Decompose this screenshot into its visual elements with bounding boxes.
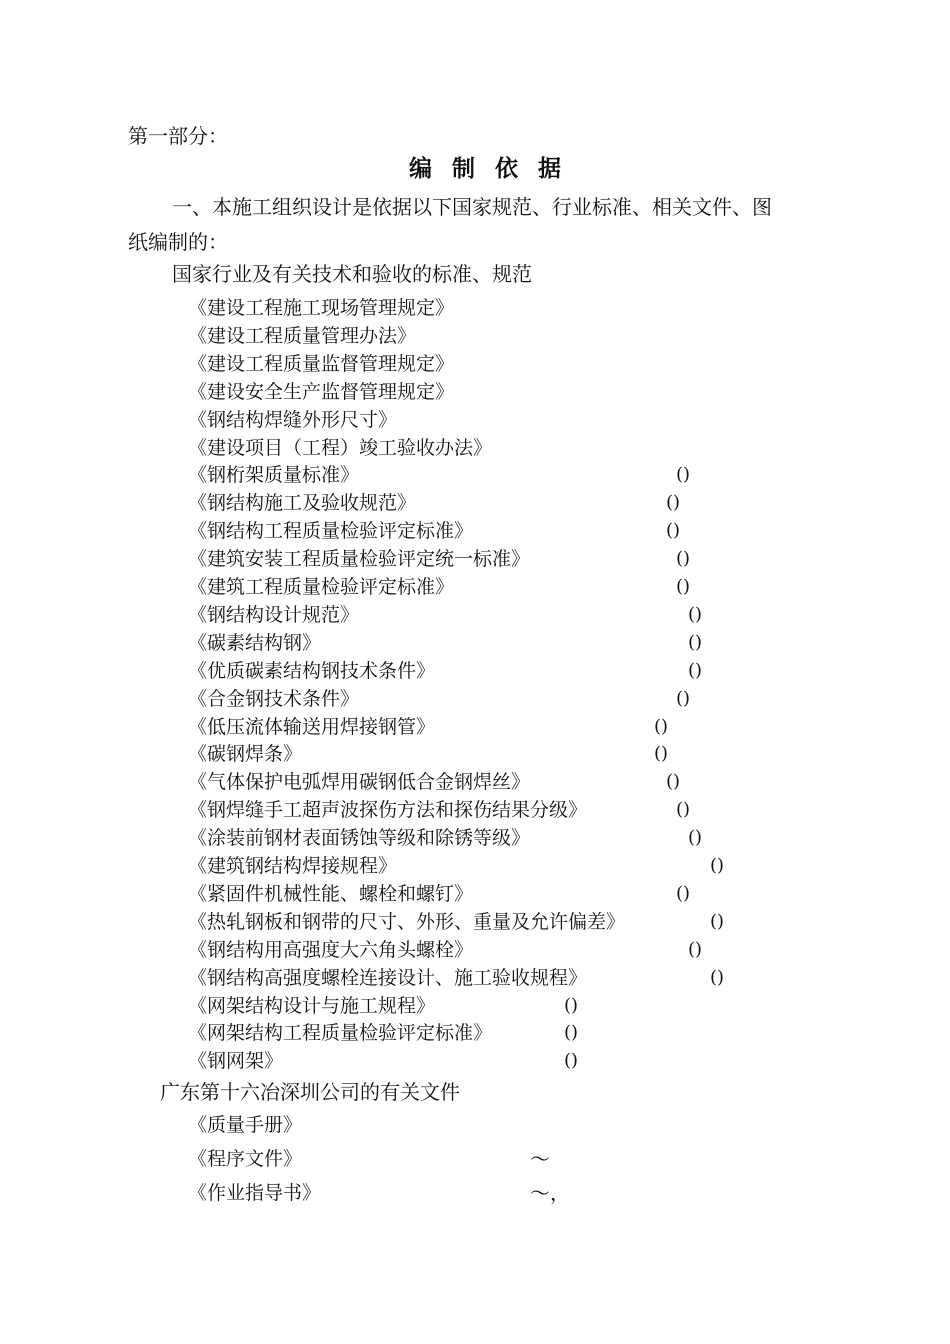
standard-name: 《钢结构设计规范》: [188, 604, 360, 626]
part-label: 第一部分：: [128, 124, 228, 148]
standard-name: 《钢结构工程质量检验评定标准》: [188, 520, 474, 542]
standard-name: 《建设工程质量管理办法》: [188, 325, 417, 347]
standard-code: (): [666, 520, 681, 541]
standard-name: 《建设工程施工现场管理规定》: [188, 297, 455, 319]
standard-code: (): [688, 632, 703, 653]
standard-code: (): [676, 799, 691, 820]
standard-name: 《合金钢技术条件》: [188, 688, 360, 710]
standard-code: (): [676, 688, 691, 709]
company-document-name: 《作业指导书》: [188, 1182, 322, 1204]
standard-code: (): [666, 771, 681, 792]
company-document-name: 《程序文件》: [188, 1148, 303, 1170]
standard-code: (): [688, 660, 703, 681]
standard-name: 《建设项目（工程）竣工验收办法》: [188, 437, 493, 459]
standard-name: 《碳素结构钢》: [188, 632, 322, 654]
standard-name: 《钢结构用高强度大六角头螺栓》: [188, 939, 474, 961]
standard-code: (): [688, 604, 703, 625]
company-document-name: 《质量手册》: [188, 1114, 303, 1136]
standard-name: 《建筑安装工程质量检验评定统一标准》: [188, 548, 531, 570]
standard-name: 《低压流体输送用焊接钢管》: [188, 716, 436, 738]
standard-code: (): [688, 939, 703, 960]
standard-name: 《钢桁架质量标准》: [188, 464, 360, 486]
intro-line-1: 一、本施工组织设计是依据以下国家规范、行业标准、相关文件、图: [172, 195, 772, 219]
standard-name: 《热轧钢板和钢带的尺寸、外形、重量及允许偏差》: [188, 911, 626, 933]
standard-name: 《钢结构施工及验收规范》: [188, 492, 417, 514]
standard-name: 《网架结构设计与施工规程》: [188, 995, 436, 1017]
standard-code: (): [710, 967, 725, 988]
standard-name: 《钢焊缝手工超声波探伤方法和探伤结果分级》: [188, 799, 588, 821]
standard-name: 《建设安全生产监督管理规定》: [188, 381, 455, 403]
standard-code: (): [676, 464, 691, 485]
company-document-code: ～，: [530, 1181, 570, 1205]
standard-code: (): [676, 883, 691, 904]
standard-name: 《碳钢焊条》: [188, 743, 303, 765]
standard-name: 《钢结构高强度螺栓连接设计、施工验收规程》: [188, 967, 588, 989]
standard-code: (): [710, 855, 725, 876]
standard-name: 《优质碳素结构钢技术条件》: [188, 660, 436, 682]
standard-code: (): [564, 1022, 579, 1043]
standard-name: 《气体保护电弧焊用碳钢低合金钢焊丝》: [188, 771, 531, 793]
standard-name: 《建筑钢结构焊接规程》: [188, 855, 398, 877]
company-document-code: ～: [530, 1147, 550, 1171]
standard-code: (): [564, 995, 579, 1016]
standard-name: 《涂装前钢材表面锈蚀等级和除锈等级》: [188, 827, 531, 849]
national-standards-heading: 国家行业及有关技术和验收的标准、规范: [172, 262, 532, 286]
standard-code: (): [564, 1050, 579, 1071]
standard-name: 《建筑工程质量检验评定标准》: [188, 576, 455, 598]
standard-name: 《钢网架》: [188, 1050, 284, 1072]
standard-code: (): [666, 492, 681, 513]
company-documents-heading: 广东第十六冶深圳公司的有关文件: [160, 1080, 460, 1104]
standard-code: (): [676, 548, 691, 569]
standard-name: 《钢结构焊缝外形尺寸》: [188, 409, 398, 431]
standard-code: (): [654, 716, 669, 737]
intro-line-2: 纸编制的：: [128, 230, 228, 254]
standard-name: 《建设工程质量监督管理规定》: [188, 353, 455, 375]
standard-name: 《紧固件机械性能、螺栓和螺钉》: [188, 883, 474, 905]
standard-code: (): [676, 576, 691, 597]
standard-code: (): [688, 827, 703, 848]
page-title: 编制依据: [409, 155, 581, 182]
standard-code: (): [710, 911, 725, 932]
standard-name: 《网架结构工程质量检验评定标准》: [188, 1022, 493, 1044]
standard-code: (): [654, 743, 669, 764]
